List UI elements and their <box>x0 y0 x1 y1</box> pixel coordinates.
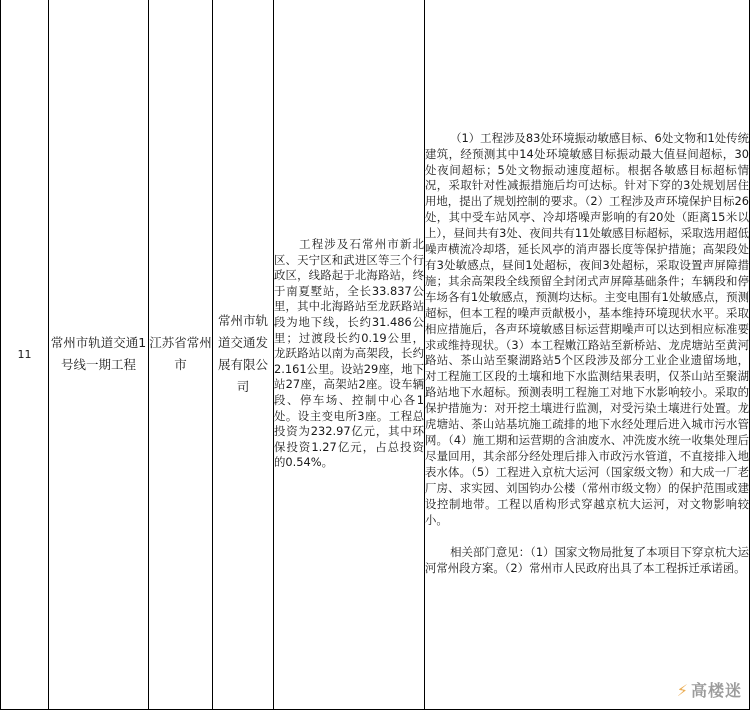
table-row <box>1 0 750 710</box>
construction-organization: 常州市轨道交通发展有限公司 <box>213 0 274 710</box>
project-scope <box>274 0 425 710</box>
watermark-bolt-icon: ⚡ <box>676 681 689 700</box>
environmental-measures <box>425 0 750 710</box>
row-number: 11 <box>1 0 49 710</box>
watermark <box>677 678 742 701</box>
project-location: 江苏省常州市 <box>149 0 213 710</box>
project-scope-text: 工程涉及石常州市新北区、天宁区和武进区等三个行政区，线路起于北海路站，终于南夏墅站，全长33.837公里，其中北海路站至龙跃路站段为地下线，长约31.486公里；过渡段长约0.19公里，龙跃路站以南为高架段，长约2.161公里。设站29座，地下站27座，高架站2座。设车辆段、停车场、控制中心各1处。设主变电所3座。工程总投资为232.97亿元，其中环保投资1.27亿元，占总投资的0.54%。 <box>274 237 424 470</box>
department-opinions: 相关部门意见：（1）国家文物局批复了本项目下穿京杭大运河常州段方案。（2）常州市人民政府出具了本工程拆迁承诺函。 <box>425 545 749 576</box>
project-name: 常州市轨道交通1号线一期工程 <box>49 0 149 710</box>
measures-text: （1）工程涉及83处环境振动敏感目标、6处文物和1处传统建筑，经预测其中14处环境敏感目标振动最大值昼间超标，30处夜间超标；5处文物振动速度超标。根据各敏感目标超标情况，采取针对性减振措施后均可达标。针对下穿的3处规划居住用地，提出了规划控制的要求。（2）工程涉及声环境保护目标26处，其中受车站风亭、冷却塔噪声影响的有20处（距离15米以上），昼间共有3处、夜间共有11处敏感目标超标，采取选用超低噪声横流冷却塔，延长风亭的消声器长度等保护措施；高架段处有3处敏感点，昼间1处超标，夜间3处超标，采取设置声屏障措施；其余高架段全线预留全封闭式声屏障基础条件；车辆段和停车场各有1处敏感点，预测均达标。主变电围有1处敏感点，预测超标，但本工程的噪声贡献极小，基本维持环境现状水平。采取相应措施后，各声环境敏感目标运营期噪声可以达到相应标准要求或维持现状。（3）本工程嫩江路站至新桥站、龙虎塘站至黄河路站、茶山站至聚湖路站5个区段涉及部分工业企业遗留场地，对工程施工区段的土壤和地下水监测结果表明，仅茶山站至聚湖路站地下水超标。预测表明工程施工对地下水影响较小。采取的保护措施为：对开挖土壤进行监测，对受污染土壤进行处置。龙虎塘站、茶山站基坑施工疏排的地下水经处理后进入城市污水管网。（4）施工期和运营期的含油废水、冲洗废水统一收集处理后尽量回用，其余部分经处理后排入市政污水管道，不直接排入地表水体。（5）工程进入京杭大运河（国家级文物）和大成一厂老厂房、求实园、刘国钧办公楼（常州市级文物）的保护范围或建设控制地带。工程以盾构形式穿越京杭大运河，对文物影响较小。 <box>425 130 749 527</box>
watermark-text: 高楼迷 <box>690 681 742 700</box>
